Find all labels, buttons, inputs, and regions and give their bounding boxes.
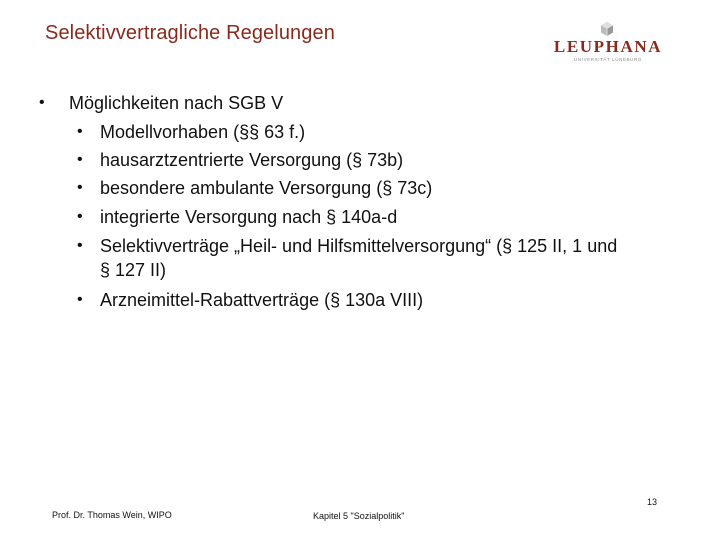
sub-point-continuation: § 127 II) [100, 260, 167, 280]
sub-point: Selektivverträge „Heil- und Hilfsmittelversorgung“ (§ 125 II, 1 und [100, 236, 618, 256]
bullet-icon: • [77, 291, 83, 308]
sub-point: Modellvorhaben (§§ 63 f.) [100, 122, 306, 142]
sub-point: integrierte Versorgung nach § 140a-d [100, 207, 398, 227]
bullet-icon: • [77, 123, 83, 140]
logo-wordmark: LEUPHANA [553, 37, 663, 56]
university-logo [547, 22, 669, 66]
sub-point: Arzneimittel-Rabattverträge (§ 130a VIII) [100, 290, 424, 310]
bullet-icon: • [77, 151, 83, 168]
logo-emblem-icon [600, 22, 614, 36]
slide-title: Selektivvertragliche Regelungen [45, 22, 335, 44]
main-bullet-icon: • [39, 94, 45, 111]
sub-point: hausarztzentrierte Versorgung (§ 73b) [100, 150, 404, 170]
page-number: 13 [647, 497, 658, 507]
footer-chapter: Kapitel 5 "Sozialpolitik" [313, 511, 405, 521]
bullet-icon: • [77, 179, 83, 196]
bullet-icon: • [77, 237, 83, 254]
bullet-icon: • [77, 208, 83, 225]
sub-point: besondere ambulante Versorgung (§ 73c) [100, 178, 433, 198]
main-point: Möglichkeiten nach SGB V [69, 93, 284, 113]
footer-author: Prof. Dr. Thomas Wein, WIPO [52, 510, 172, 520]
logo-subtitle: UNIVERSITÄT LÜNEBURG [574, 57, 642, 62]
